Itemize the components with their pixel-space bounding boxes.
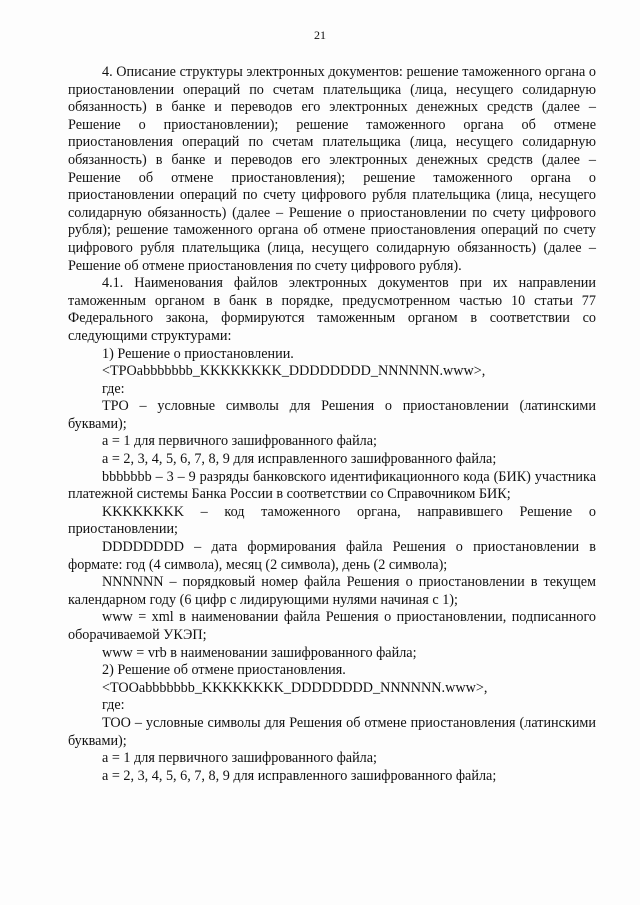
paragraph-item-2-heading: 2) Решение об отмене приостановления. [102,662,346,679]
paragraph-a-primary: a = 1 для первичного зашифрованного файла; [102,433,377,450]
paragraph-date-definition: DDDDDDDD – дата формирования файла Решения о приостановлении в формате: год (4 символа), месяц (2 символа), день (2 символа); [68,539,596,573]
paragraph-section-4: 4. Описание структуры электронных документов: решение таможенного органа о приостановлении операций по счетам плательщика (лица, несущего солидарную обязанность) в банке и переводов его электронных денежных средств (далее – Решение о приостановлении); решение таможенного органа об отмене приостановления операций по счетам плательщика (лица, несущего солидарную обязанность) в банке и переводов его электронных денежных средств (далее – Решение об отмене приостановления); решение таможенного органа о приостановлении операций по счету цифрового рубля плательщика (лица, несущего солидарную обязанность) (далее – Решение о приостановлении по счету цифрового рубля); решение таможенного органа об отмене приостановления операций по счету цифрового рубля плательщика (лица, несущего солидарную обязанность) (далее – Решение об отмене приостановления по счету цифрового рубля). [68,64,596,274]
paragraph-too-definition: TOO – условные символы для Решения об отмене приостановления (латинскими буквами); [68,714,596,749]
paragraph-where-2: где: [102,697,125,714]
paragraph-customs-code-definition: KKKKKKKK – код таможенного органа, направившего Решение о приостановлении; [68,503,596,538]
paragraph-tpo-definition: TPO – условные символы для Решения о приостановлении (латинскими буквами); [68,398,596,432]
paragraph-filename-pattern-tpo: <TPOabbbbbbb_KKKKKKKK_DDDDDDDD_NNNNNN.www>, [102,363,486,380]
paragraph-item-1-heading: 1) Решение о приостановлении. [102,345,294,362]
paragraph-bik-definition: bbbbbbb – 3 – 9 разряды банковского идентификационного кода (БИК) участника платежной системы Банка России в соответствии со Справочником БИК; [68,468,596,503]
paragraph-number-definition: NNNNNN – порядковый номер файла Решения о приостановлении в текущем календарном году (6 цифр с лидирующими нулями начиная с 1); [68,574,596,608]
paragraph-a-primary-2: a = 1 для первичного зашифрованного файла; [102,750,377,767]
paragraph-www-vrb: www = vrb в наименовании зашифрованного файла; [102,644,417,661]
paragraph-a-corrected: a = 2, 3, 4, 5, 6, 7, 8, 9 для исправленного зашифрованного файла; [102,451,497,468]
page-number: 21 [314,28,326,42]
paragraph-a-corrected-2: a = 2, 3, 4, 5, 6, 7, 8, 9 для исправленного зашифрованного файла; [102,767,497,784]
paragraph-section-4-1: 4.1. Наименования файлов электронных документов при их направлении таможенным органом в банк в порядке, предусмотренном частью 10 статьи 77 Федерального закона, формируются таможенным органом в соответствии со следующими структурами: [68,275,596,344]
paragraph-filename-pattern-too: <TOOabbbbbbb_KKKKKKKK_DDDDDDDD_NNNNNN.www>, [102,679,488,696]
paragraph-www-xml: www = xml в наименовании файла Решения о приостановлении, подписанного оборачиваемой УКЭП; [68,609,596,643]
document-body [68,64,596,785]
paragraph-where: где: [102,380,125,397]
